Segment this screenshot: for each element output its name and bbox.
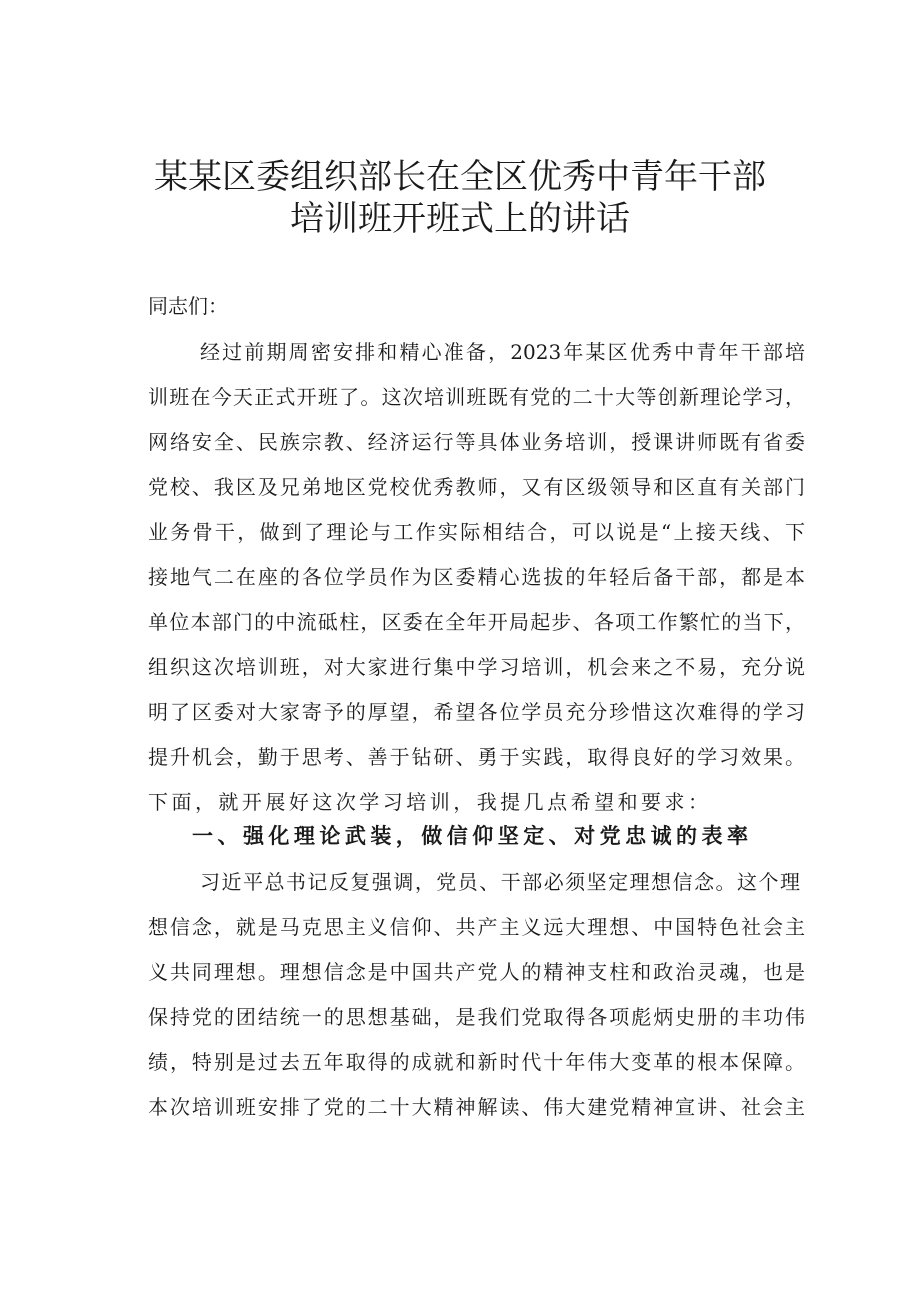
paragraph-1-line: 业务骨干，做到了理论与工作实际相结合，可以说是“上接天线、下: [148, 520, 805, 544]
paragraph-2-line: 保持党的团结统一的思想基础，是我们党取得各项彪炳史册的丰功伟: [148, 1005, 805, 1029]
paragraph-1-line: 下面，就开展好这次学习培训，我提几点希望和要求：: [148, 790, 708, 814]
paragraph-2-line: 义共同理想。理想信念是中国共产党人的精神支柱和政治灵魂，也是: [148, 960, 805, 984]
paragraph-1-line: 组织这次培训班，对大家进行集中学习培训，机会来之不易，充分说: [148, 655, 805, 679]
paragraph-2-line: 想信念，就是马克思主义信仰、共产主义远大理想、中国特色社会主: [148, 915, 805, 939]
salutation: 同志们：: [148, 294, 228, 318]
paragraph-1-line: 党校、我区及兄弟地区党校优秀教师，又有区级领导和区直有关部门: [148, 475, 805, 499]
paragraph-1-line: 训班在今天正式开班了。这次培训班既有党的二十大等创新理论学习，: [148, 385, 805, 409]
document-title-line-2: 培训班开班式上的讲话: [290, 199, 630, 239]
paragraph-1-line: 明了区委对大家寄予的厚望，希望各位学员充分珍惜这次难得的学习: [148, 700, 805, 724]
document-title-line-1: 某某区委组织部长在全区优秀中青年干部: [154, 157, 766, 197]
paragraph-1-line: 接地气二在座的各位学员作为区委精心选拔的年轻后备干部，都是本: [148, 565, 805, 589]
paragraph-2-line: 绩，特别是过去五年取得的成就和新时代十年伟大变革的根本保障。: [148, 1050, 805, 1074]
paragraph-1-line: 网络安全、民族宗教、经济运行等具体业务培训，授课讲师既有省委: [148, 430, 805, 454]
paragraph-2-line: 习近平总书记反复强调，党员、干部必须坚定理想信念。这个理: [200, 870, 800, 894]
paragraph-1-line: 单位本部门的中流砥柱，区委在全年开局起步、各项工作繁忙的当下，: [148, 610, 805, 634]
paragraph-2-line: 本次培训班安排了党的二十大精神解读、伟大建党精神宣讲、社会主: [148, 1095, 805, 1119]
section-heading: 一、强化理论武装，做信仰坚定、对党忠诚的表率: [192, 824, 748, 848]
paragraph-1-line: 经过前期周密安排和精心准备，2023年某区优秀中青年干部培: [200, 340, 805, 364]
paragraph-1-line: 提升机会，勤于思考、善于钻研、勇于实践，取得良好的学习效果。: [148, 745, 805, 769]
